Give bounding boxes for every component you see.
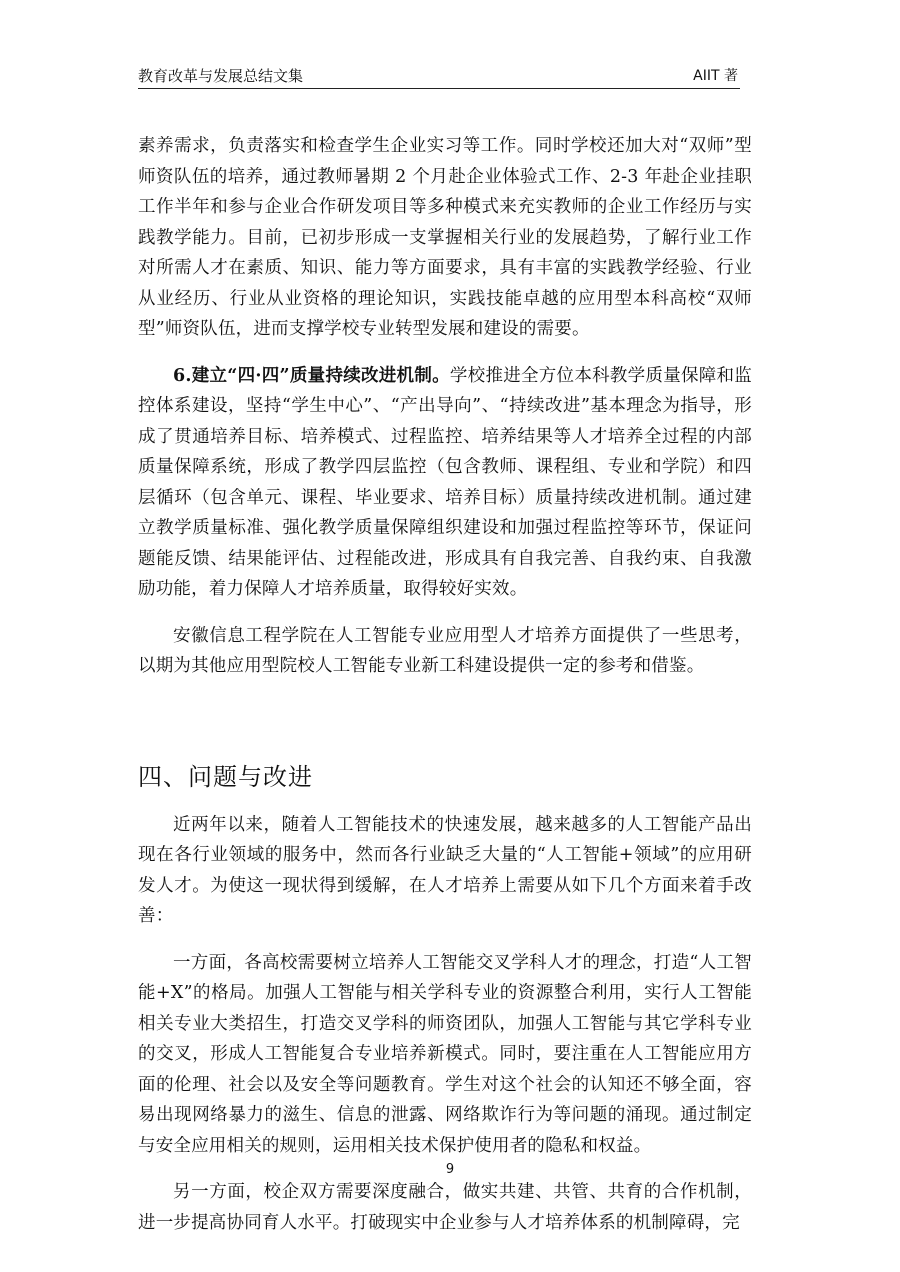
paragraph-intro: 近两年以来，随着人工智能技术的快速发展，越来越多的人工智能产品出现在各行业领域的服务中，然而各行业缺乏大量的“人工智能+领域”的应用研发人才。为使这一现状得到缓解，在人才培养上需要从如下几个方面来着手改善： <box>138 814 752 926</box>
section-heading: 四、问题与改进 <box>138 762 313 791</box>
paragraph-body-text: 学校推进全方位本科教学质量保障和监控体系建设，坚持“学生中心”、“产出导向”、“持续改进”基本理念为指导，形成了贯通培养目标、培养模式、过程监控、培养结果等人才培养全过程的内部质量保障系统，形成了教学四层监控（包含教师、课程组、专业和学院）和四层循环（包含单元、课程、毕业要求、培养目标）质量持续改进机制。通过建立教学质量标准、强化教学质量保障组织建设和加强过程监控等环节，保证问题能反馈、结果能评估、过程能改进，形成具有自我完善、自我约束、自我激励功能，着力保障人才培养质量，取得较好实效。 <box>138 365 753 599</box>
paragraph-first-aspect: 一方面，各高校需要树立培养人工智能交叉学科人才的理念，打造“人工智能+X”的格局。加强人工智能与相关学科专业的资源整合利用，实行人工智能相关专业大类招生，打造交叉学科的师资团队，加强人工智能与其它学科专业的交叉，形成人工智能复合专业培养新模式。同时，要注重在人工智能应用方面的伦理、社会以及安全等问题教育。学生对这个社会的认知还不够全面，容易出现网络暴力的滋生、信息的泄露、网络欺诈行为等问题的涌现。通过制定与安全应用相关的规则，运用相关技术保护使用者的隐私和权益。 <box>138 952 752 1156</box>
page-body <box>138 131 752 1238</box>
paragraph-quality-mechanism <box>138 361 752 605</box>
header-author: AIIT 著 <box>693 68 738 84</box>
paragraph-lead-heading: 6.建立“四·四”质量持续改进机制。 <box>173 365 450 386</box>
paragraph-continued: 素养需求，负责落实和检查学生企业实习等工作。同时学校还加大对“双师”型师资队伍的培养，通过教师暑期 2 个月赴企业体验式工作、2-3 年赴企业挂职工作半年和参与企业合作研发项目等多种模式来充实教师的企业工作经历与实践教学能力。目前，已初步形成一支掌握相关行业的发展趋势，了解行业工作对所需人才在素质、知识、能力等方面要求，具有丰富的实践教学经验、行业从业经历、行业从业资格的理论知识，实践技能卓越的应用型本科高校“双师型”师资队伍，进而支撑学校专业转型发展和建设的需要。 <box>138 136 752 339</box>
header-collection-title: 教育改革与发展总结文集 <box>138 67 304 85</box>
paragraph-second-aspect: 另一方面，校企双方需要深度融合，做实共建、共管、共育的合作机制，进一步提高协同育人水平。打破现实中企业参与人才培养体系的机制障碍，完 <box>138 1182 752 1233</box>
page-number: 9 <box>445 1162 455 1177</box>
running-header <box>138 66 740 89</box>
paragraph-conclusion: 安徽信息工程学院在人工智能专业应用型人才培养方面提供了一些思考，以期为其他应用型院校人工智能专业新工科建设提供一定的参考和借鉴。 <box>138 625 752 676</box>
